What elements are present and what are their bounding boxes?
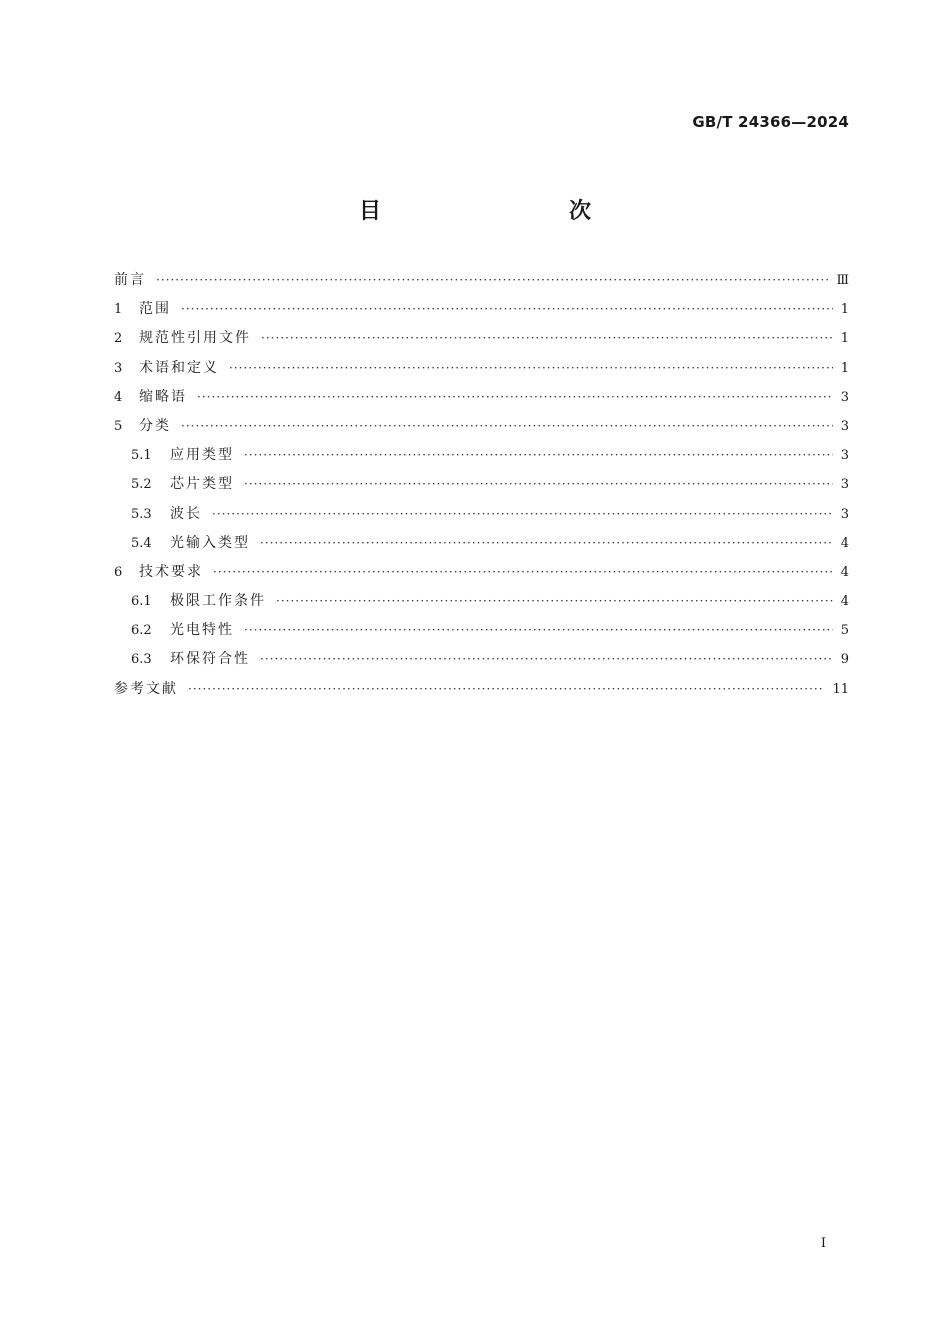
toc-section-number: 5.1: [131, 448, 152, 464]
toc-section-number: 5: [114, 418, 123, 434]
toc-leader-dots: [188, 682, 824, 696]
toc-label: 参考文献: [114, 680, 178, 697]
toc-page-number: 1: [840, 360, 849, 376]
toc-leader-dots: [156, 273, 828, 287]
toc-entry-1[interactable]: [114, 298, 849, 327]
toc-leader-dots: [181, 302, 833, 316]
toc-page-number: 4: [840, 564, 849, 580]
toc-page-number: 3: [840, 418, 849, 434]
toc-label: 分类: [139, 417, 171, 434]
toc-page-number: 4: [840, 594, 849, 610]
toc-label: 技术要求: [139, 563, 203, 580]
toc-leader-dots: [213, 565, 833, 579]
toc-label: 光输入类型: [170, 534, 250, 551]
toc-page-number: 5: [840, 623, 849, 639]
toc-entry-foreword[interactable]: [114, 269, 849, 298]
toc-leader-dots: [244, 623, 833, 637]
toc-leader-dots: [181, 419, 833, 433]
toc-entry-5[interactable]: [114, 415, 849, 444]
toc-entry-5-2[interactable]: [114, 473, 849, 502]
toc-section-number: 1: [114, 302, 123, 318]
toc-page-number: 1: [840, 302, 849, 318]
toc-label: 光电特性: [170, 622, 234, 639]
toc-leader-dots: [261, 331, 833, 345]
toc-entry-6-1[interactable]: [114, 590, 849, 619]
toc-label: 术语和定义: [139, 359, 219, 376]
toc-label: 极限工作条件: [170, 593, 266, 610]
toc-page-number: Ⅲ: [836, 273, 849, 288]
toc-page-number: 1: [840, 331, 849, 347]
page-title: 目 次: [358, 199, 639, 224]
toc-label: 应用类型: [170, 447, 234, 464]
toc-page-number: 4: [840, 535, 849, 551]
toc-leader-dots: [260, 536, 833, 550]
toc-entry-5-3[interactable]: [114, 503, 849, 532]
toc-entry-5-4[interactable]: [114, 532, 849, 561]
toc-leader-dots: [212, 507, 833, 521]
toc-entry-6-2[interactable]: [114, 619, 849, 648]
toc-page-number: 11: [832, 681, 849, 697]
table-of-contents: [114, 269, 849, 707]
toc-entry-4[interactable]: [114, 386, 849, 415]
toc-label: 芯片类型: [170, 476, 234, 493]
toc-leader-dots: [244, 477, 833, 491]
toc-page-number: 9: [840, 652, 849, 668]
toc-entry-6[interactable]: [114, 561, 849, 590]
toc-leader-dots: [229, 361, 833, 375]
toc-label: 前言: [114, 272, 146, 288]
toc-page-number: 3: [840, 506, 849, 522]
toc-entry-3[interactable]: [114, 357, 849, 386]
toc-section-number: 4: [114, 389, 123, 405]
toc-leader-dots: [260, 652, 833, 666]
toc-section-number: 3: [114, 360, 123, 376]
toc-section-number: 6: [114, 564, 123, 580]
toc-label: 范围: [139, 301, 171, 318]
toc-page-number: 3: [840, 477, 849, 493]
toc-entry-6-3[interactable]: [114, 648, 849, 677]
toc-label: 规范性引用文件: [139, 330, 251, 347]
toc-label: 环保符合性: [170, 651, 250, 668]
toc-leader-dots: [244, 448, 833, 462]
toc-entry-2[interactable]: [114, 327, 849, 356]
toc-section-number: 5.4: [131, 535, 152, 551]
standard-number: GB/T 24366—2024: [692, 113, 849, 131]
toc-section-number: 5.3: [131, 506, 152, 522]
toc-label: 波长: [170, 505, 202, 522]
toc-label: 缩略语: [139, 388, 187, 405]
toc-page-number: 3: [840, 389, 849, 405]
toc-section-number: 5.2: [131, 477, 152, 493]
toc-leader-dots: [276, 594, 833, 608]
toc-leader-dots: [197, 390, 833, 404]
toc-page-number: 3: [840, 448, 849, 464]
page-number: I: [820, 1236, 826, 1251]
toc-section-number: 6.3: [131, 652, 152, 668]
toc-section-number: 2: [114, 331, 123, 347]
toc-entry-5-1[interactable]: [114, 444, 849, 473]
toc-section-number: 6.1: [131, 594, 152, 610]
toc-section-number: 6.2: [131, 623, 152, 639]
toc-entry-bibliography[interactable]: [114, 678, 849, 707]
